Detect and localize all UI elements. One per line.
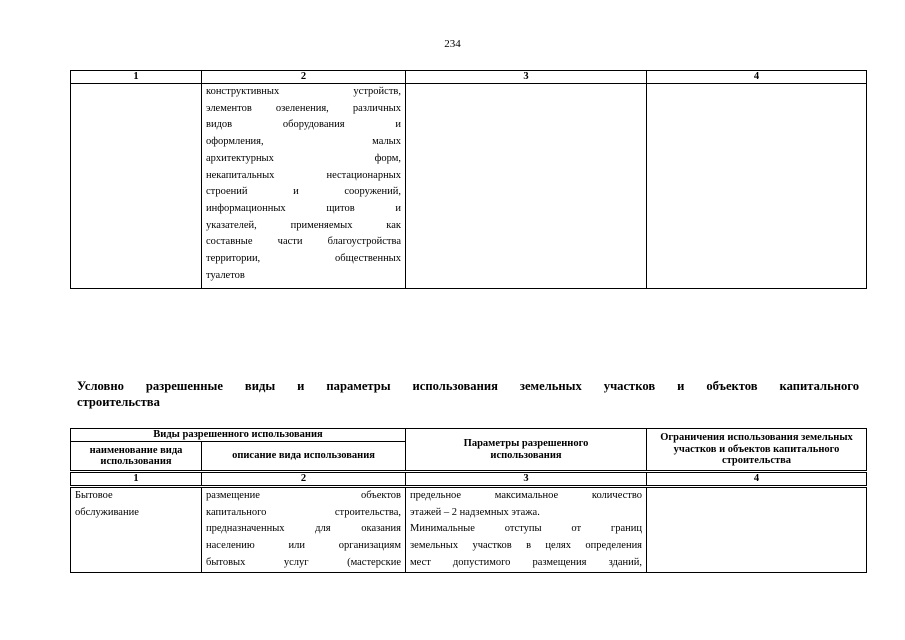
section-heading-line: строительства [77, 395, 160, 409]
text-line: территории, общественных [206, 253, 401, 265]
cell-col1 [71, 84, 202, 289]
header-group-types: Виды разрешенного использования [71, 429, 406, 442]
cell-restrictions [647, 487, 867, 573]
table-row [71, 487, 867, 573]
header-use-name: наименование вида использования [71, 442, 202, 472]
column-number-1: 1 [71, 472, 202, 487]
text-line: предельное максимальное количество [410, 490, 643, 501]
text-line: информационных щитов и [206, 202, 401, 214]
column-number-2: 2 [202, 71, 406, 84]
text-line: капитального строительства, [206, 506, 402, 518]
table-row [71, 84, 867, 289]
text-line: строений и сооружений, [206, 186, 401, 198]
column-number-row [71, 472, 867, 487]
column-number-4: 4 [647, 71, 867, 84]
text-line: земельных участков в целях определения [410, 540, 643, 552]
text-line: указателей, применяемых как [206, 219, 401, 231]
text-line: обслуживание [75, 506, 139, 518]
text-line: предназначенных для оказания [206, 523, 402, 535]
table-header-row [71, 429, 867, 442]
text-line: видов оборудования и [206, 119, 401, 131]
text-line: Бытовое [75, 490, 113, 501]
text-line: составные части благоустройства [206, 236, 401, 248]
text-line: элементов озеленения, различных [206, 102, 401, 114]
text-line: Минимальные отступы от границ [410, 523, 643, 535]
section-heading-line: Условно разрешенные виды и параметры использования земельных участков и объектов капитального [77, 379, 859, 393]
header-restrictions: Ограничения использования земельных участков и объектов капитального строительства [647, 429, 867, 472]
text-line: мест допустимого размещения зданий, [410, 556, 643, 568]
text-line: населению или организациям [206, 540, 402, 552]
column-number-1: 1 [71, 71, 202, 84]
conditional-use-table [70, 428, 867, 573]
continued-table [70, 70, 867, 289]
header-parameters: Параметры разрешенного использования [406, 429, 647, 472]
text-line: конструктивных устройств, [206, 86, 401, 97]
cell-col4 [647, 84, 867, 289]
cell-col2-description [202, 84, 406, 289]
text-line: бытовых услуг (мастерские [206, 556, 402, 568]
header-use-description: описание вида использования [202, 442, 406, 472]
cell-parameters [406, 487, 647, 573]
column-number-3: 3 [406, 472, 647, 487]
text-line: некапитальных нестационарных [206, 169, 401, 181]
text-line: туалетов [206, 269, 245, 281]
cell-use-name [71, 487, 202, 573]
column-number-3: 3 [406, 71, 647, 84]
cell-col3 [406, 84, 647, 289]
text-line: оформления, малых [206, 136, 401, 148]
page-number: 234 [444, 38, 461, 50]
column-number-4: 4 [647, 472, 867, 487]
text-line: архитектурных форм, [206, 152, 401, 164]
text-line: размещение объектов [206, 490, 402, 501]
column-number-row [71, 71, 867, 84]
column-number-2: 2 [202, 472, 406, 487]
text-line: этажей – 2 надземных этажа. [410, 506, 540, 518]
cell-use-description [202, 487, 406, 573]
section-heading [77, 378, 859, 410]
